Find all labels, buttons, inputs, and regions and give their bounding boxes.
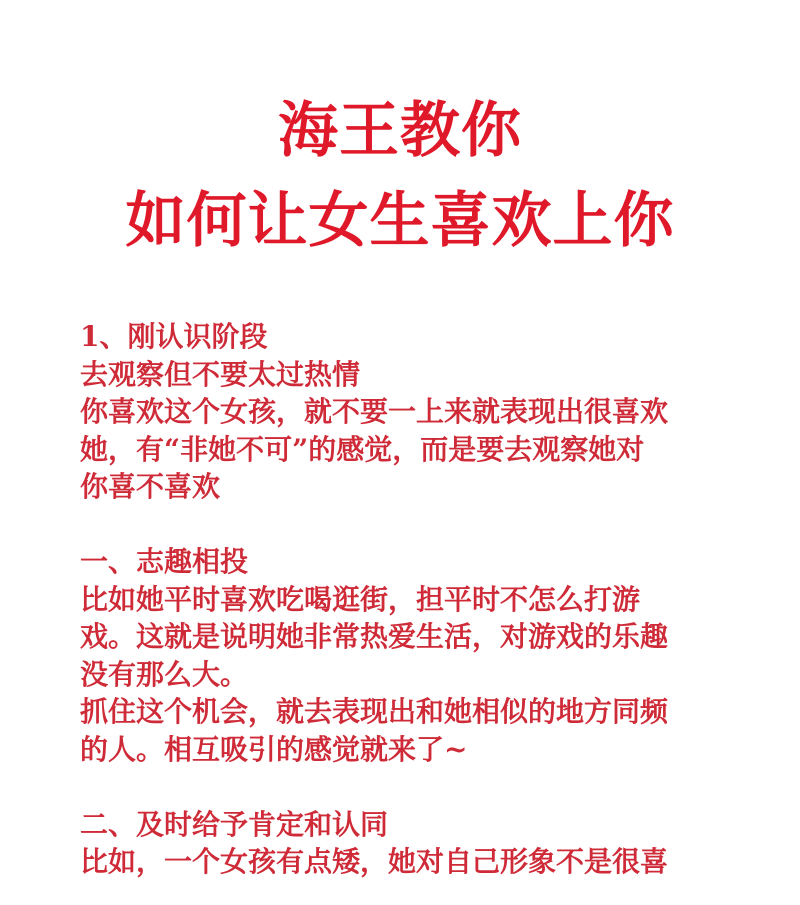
section-3-text-line: 比如，一个女孩有点矮，她对自己形象不是很喜 <box>80 845 669 878</box>
section-1-text-line: 她，有“非她不可”的感觉，而是要去观察她对 <box>80 432 645 466</box>
title-line-1: 海王教你 <box>278 96 522 166</box>
paragraph-spacer <box>80 506 710 544</box>
section-2-text-line: 的人。相互吸引的感觉就来了~ <box>80 732 468 766</box>
title-block <box>0 86 800 266</box>
section-2-text-line: 没有那么大。 <box>80 657 249 691</box>
section-1-subheading: 去观察但不要太过热情 <box>80 357 361 391</box>
title-line-2: 如何让女生喜欢上你 <box>125 186 675 256</box>
section-2-text-line: 戏。这就是说明她非常热爱生活，对游戏的乐趣 <box>80 620 669 653</box>
section-1-text-line: 你喜不喜欢 <box>80 470 221 503</box>
paragraph-spacer <box>80 768 710 806</box>
section-3-heading: 二、及时给予肯定和认同 <box>80 807 389 841</box>
section-2-text-line: 比如她平时喜欢吃喝逛街，担平时不怎么打游 <box>80 582 641 616</box>
section-1-text-line: 你喜欢这个女孩，就不要一上来就表现出很喜欢 <box>80 395 669 428</box>
section-1-heading: 1、刚认识阶段 <box>80 320 268 353</box>
section-2-text-line: 抓住这个机会，就去表现出和她相似的地方同频 <box>80 695 669 728</box>
section-2-heading: 一、志趣相投 <box>80 545 249 578</box>
article-body <box>80 318 710 881</box>
